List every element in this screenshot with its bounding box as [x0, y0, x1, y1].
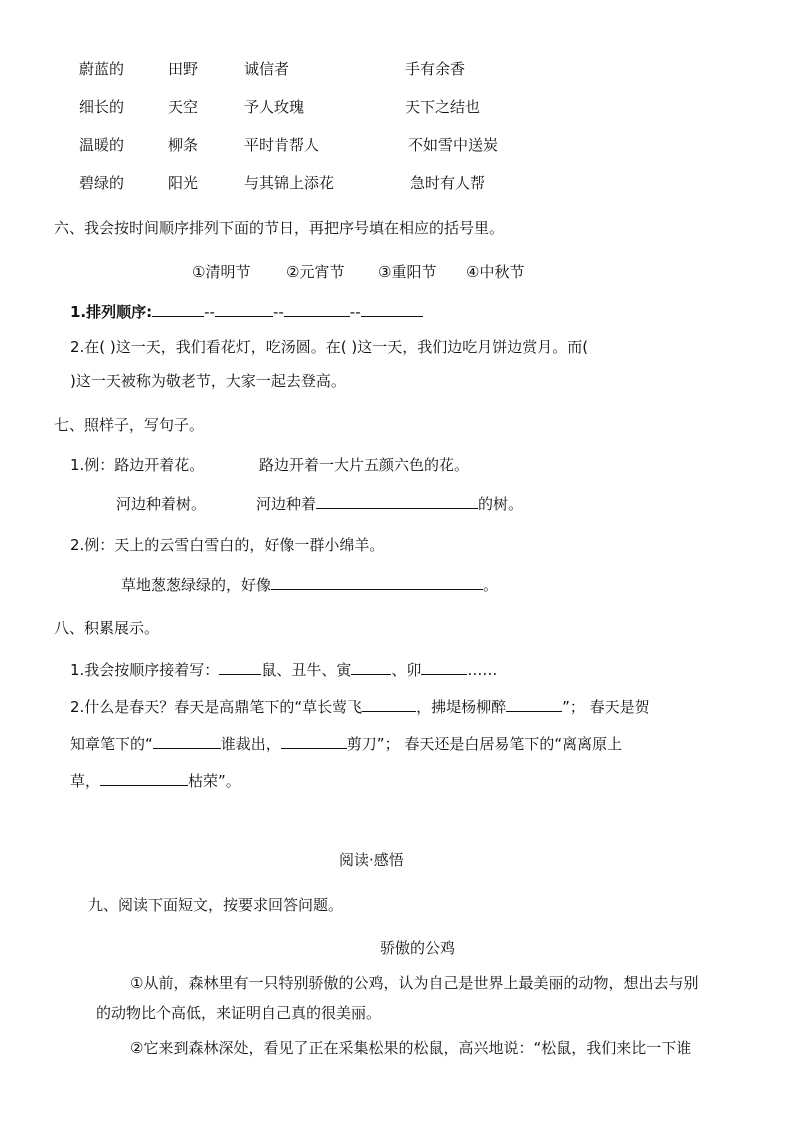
zodiac-blank-2[interactable]	[351, 660, 391, 675]
task2-blank[interactable]	[271, 575, 483, 590]
task1-blank[interactable]	[316, 494, 478, 509]
order-blank-4[interactable]	[361, 302, 423, 317]
match-row3-col2: 柳条	[168, 136, 199, 154]
match-row4-col2: 阳光	[168, 174, 199, 192]
spring-question-line1	[70, 697, 650, 717]
task1-text: 河边种着	[256, 495, 317, 513]
match-row1-col4: 手有余香	[405, 60, 466, 78]
task1-prompt: 河边种着树。	[116, 495, 207, 513]
story-p2-line1: ②它来到森林深处，看见了正在采集松果的松鼠，高兴地说：“松鼠，我们来比一下谁	[130, 1039, 692, 1057]
zodiac-question	[70, 660, 497, 680]
spring-text-1: 2.什么是春天？春天是高鼎笔下的“草长莺飞	[70, 698, 363, 716]
spring-blank-2[interactable]	[506, 697, 562, 712]
story-p1-line1: ①从前，森林里有一只特别骄傲的公鸡，认为自己是世界上最美丽的动物，想出去与别	[130, 974, 699, 992]
spring-question-line3	[70, 771, 241, 791]
section7-heading: 七、照样子，写句子。	[54, 416, 205, 434]
match-row2-col1: 细长的	[79, 98, 125, 116]
spring-question-line2	[70, 734, 622, 754]
task1-end: 的树。	[478, 495, 524, 513]
example1-answer: 路边开着一大片五颜六色的花。	[259, 456, 470, 474]
spring-blank-5[interactable]	[100, 771, 188, 786]
zodiac-text-2: 、卯	[391, 661, 422, 679]
order-label: 1.排列顺序:	[70, 303, 153, 321]
story-p1-line2: 的动物比个高低，来证明自己真的很美丽。	[96, 1004, 382, 1022]
story-title: 骄傲的公鸡	[380, 939, 456, 957]
order-question	[70, 302, 423, 322]
fill-question-line1: 2.在( )这一天，我们看花灯，吃汤圆。在( )这一天，我们边吃月饼边赏月。而(	[70, 338, 589, 356]
task1-line	[256, 494, 523, 514]
spring-text-6: 剪刀”； 春天还是白居易笔下的“离离原上	[346, 735, 623, 753]
spring-text-3: ”； 春天是贺	[562, 698, 650, 716]
order-blank-1[interactable]	[152, 302, 204, 317]
zodiac-ellipsis: ……	[467, 661, 498, 679]
festival-3: ③重阳节	[378, 263, 437, 281]
match-row1-col3: 诚信者	[244, 60, 290, 78]
zodiac-blank-1[interactable]	[219, 660, 261, 675]
reading-section-title: 阅读·感悟	[339, 851, 404, 869]
match-row2-col2: 天空	[168, 98, 199, 116]
order-blank-2[interactable]	[215, 302, 273, 317]
match-row1-col1: 蔚蓝的	[79, 60, 125, 78]
section6-heading: 六、我会按时间顺序排列下面的节日，再把序号填在相应的括号里。	[54, 219, 505, 237]
spring-text-2: ，拂堤杨柳醉	[416, 698, 507, 716]
section9-heading: 九、阅读下面短文，按要求回答问题。	[88, 896, 344, 914]
match-row2-col4: 天下之结也	[405, 98, 481, 116]
example2-label: 2.例：天上的云雪白雪白的，好像一群小绵羊。	[70, 536, 385, 554]
dash: --	[349, 303, 361, 321]
match-row3-col3: 平时肯帮人	[244, 136, 320, 154]
spring-text-5: 谁裁出，	[220, 735, 281, 753]
spring-blank-4[interactable]	[281, 734, 347, 749]
section8-heading: 八、积累展示。	[54, 619, 160, 637]
match-row3-col4: 不如雪中送炭	[408, 136, 499, 154]
dash: --	[272, 303, 284, 321]
example1-label: 1.例：路边开着花。	[70, 456, 205, 474]
festival-1: ①清明节	[192, 263, 251, 281]
match-row4-col3: 与其锦上添花	[244, 174, 335, 192]
spring-blank-1[interactable]	[362, 697, 416, 712]
festival-4: ④中秋节	[466, 263, 525, 281]
task2-line	[121, 575, 498, 595]
fill-question-line2: )这一天被称为敬老节，大家一起去登高。	[70, 372, 346, 390]
festival-2: ②元宵节	[286, 263, 345, 281]
spring-text-8: 枯荣”。	[188, 772, 241, 790]
spring-text-7: 草，	[70, 772, 101, 790]
match-row1-col2: 田野	[168, 60, 199, 78]
spring-blank-3[interactable]	[153, 734, 221, 749]
zodiac-text-1: 鼠、丑牛、寅	[261, 661, 352, 679]
match-row4-col1: 碧绿的	[79, 174, 125, 192]
order-blank-3[interactable]	[284, 302, 350, 317]
match-row4-col4: 急时有人帮	[410, 174, 486, 192]
dash: --	[204, 303, 215, 321]
task2-end: 。	[483, 576, 499, 594]
zodiac-blank-3[interactable]	[421, 660, 467, 675]
spring-text-4: 知章笔下的“	[70, 735, 153, 753]
match-row3-col1: 温暖的	[79, 136, 125, 154]
zodiac-label: 1.我会按顺序接着写：	[70, 661, 220, 679]
task2-text: 草地葱葱绿绿的，好像	[121, 576, 272, 594]
match-row2-col3: 予人玫瑰	[244, 98, 305, 116]
